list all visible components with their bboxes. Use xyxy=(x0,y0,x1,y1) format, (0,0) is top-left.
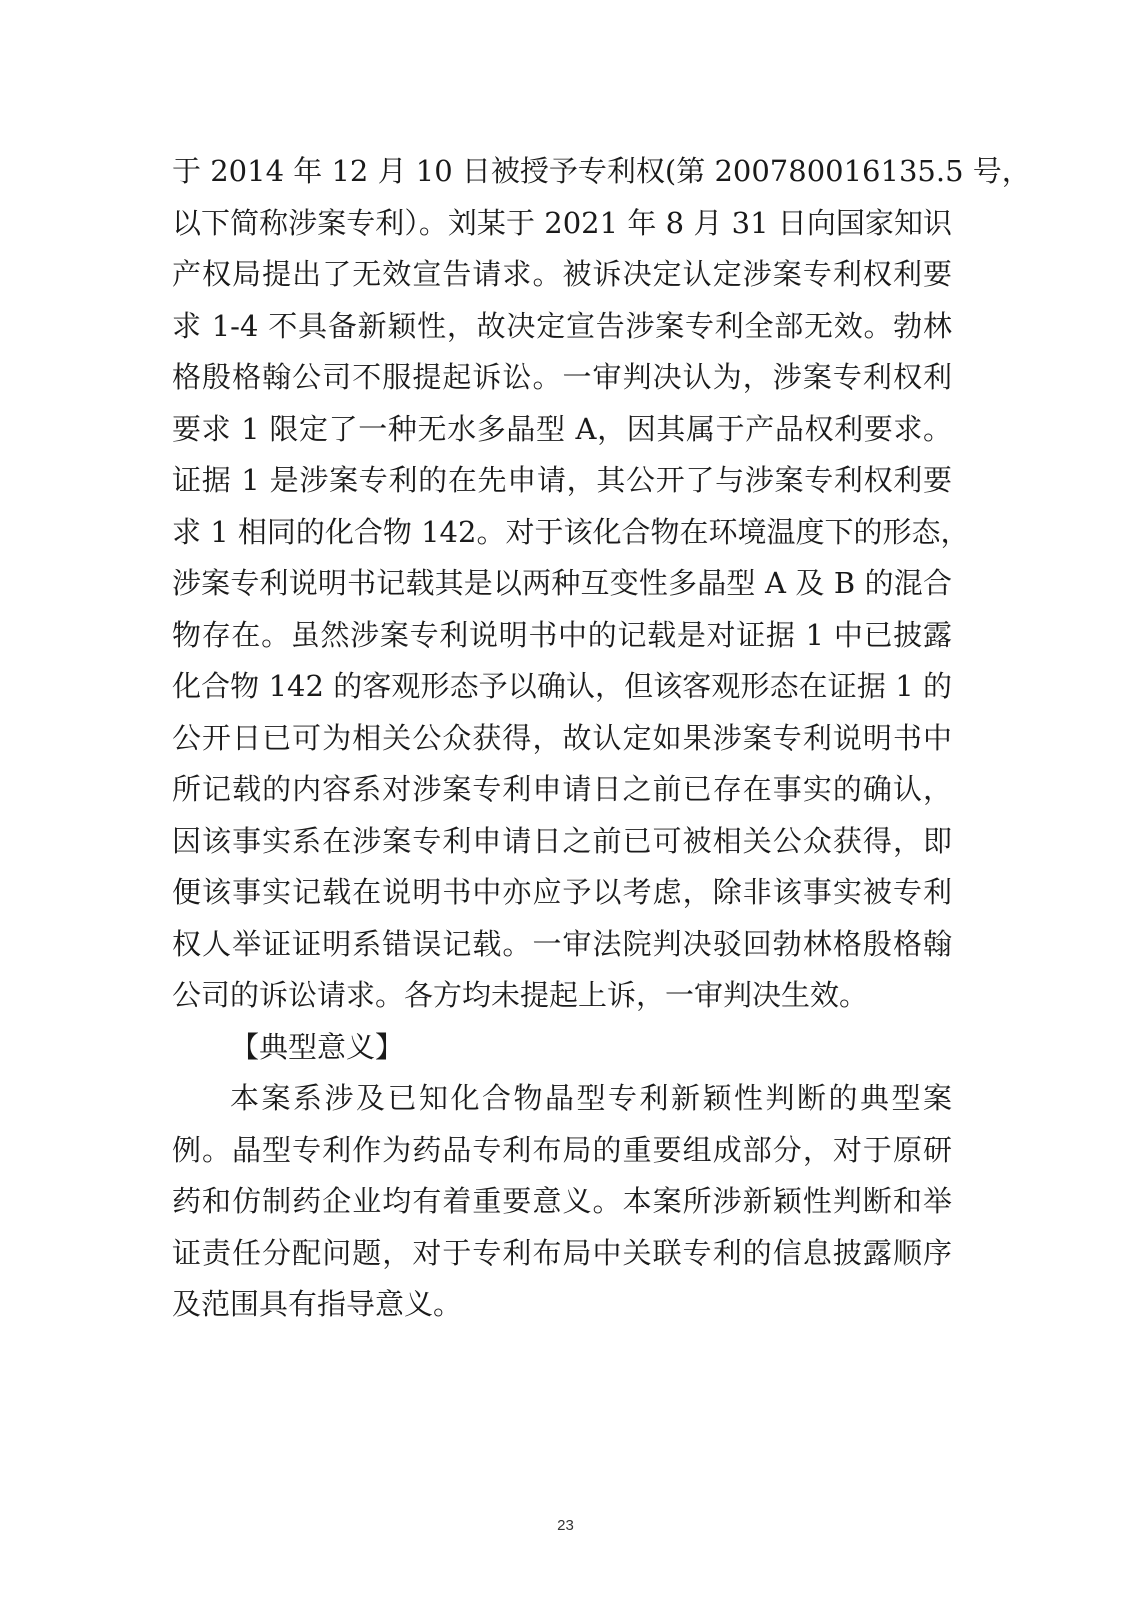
text-line: 要求 1 限定了一种无水多晶型 A，因其属于产品权利要求。 xyxy=(172,411,952,446)
text-line: 例。晶型专利作为药品专利布局的重要组成部分，对于原研 xyxy=(172,1132,952,1167)
text-line: 便该事实记载在说明书中亦应予以考虑，除非该事实被专利 xyxy=(172,875,952,909)
text-line: 证据 1 是涉案专利的在先申请，其公开了与涉案专利权利要 xyxy=(172,463,952,497)
text-line: 公司的诉讼请求。各方均未提起上诉，一审判决生效。 xyxy=(172,978,869,1012)
text-line: 及范围具有指导意义。 xyxy=(172,1287,463,1321)
text-line: 求 1 相同的化合物 142。对于该化合物在环境温度下的形态， xyxy=(172,514,970,549)
text-line: 求 1-4 不具备新颖性，故决定宣告涉案专利全部无效。勃林 xyxy=(172,308,952,343)
section-heading xyxy=(172,1022,952,1074)
text-line: 于 2014 年 12 月 10 日被授予专利权(第 200780016135.5 号， xyxy=(172,154,1031,188)
section-heading-text: 【典型意义】 xyxy=(230,1029,405,1064)
text-line: 格殷格翰公司不服提起诉讼。一审判决认为，涉案专利权利 xyxy=(172,360,952,394)
text-line: 化合物 142 的客观形态予以确认，但该客观形态在证据 1 的 xyxy=(172,669,952,703)
text-line: 所记载的内容系对涉案专利申请日之前已存在事实的确认， xyxy=(172,772,952,806)
text-line: 药和仿制药企业均有着重要意义。本案所涉新颖性判断和举 xyxy=(172,1184,952,1218)
text-line: 以下简称涉案专利）。刘某于 2021 年 8 月 31 日向国家知识 xyxy=(172,205,952,240)
text-line: 因该事实系在涉案专利申请日之前已可被相关公众获得，即 xyxy=(172,823,952,858)
text-line: 物存在。虽然涉案专利说明书中的记载是对证据 1 中已披露 xyxy=(172,617,952,652)
text-line: 证责任分配问题，对于专利布局中关联专利的信息披露顺序 xyxy=(172,1235,952,1270)
case-body-paragraph xyxy=(172,146,1031,1022)
text-line: 涉案专利说明书记载其是以两种互变性多晶型 A 及 B 的混合 xyxy=(172,566,952,600)
significance-paragraph xyxy=(172,1073,952,1331)
text-line: 产权局提出了无效宣告请求。被诉决定认定涉案专利权利要 xyxy=(172,257,952,291)
page-number: 23 xyxy=(557,1517,574,1534)
text-line: 公开日已可为相关公众获得，故认定如果涉案专利说明书中 xyxy=(172,720,952,755)
document-body xyxy=(172,146,1031,1331)
text-line: 本案系涉及已知化合物晶型专利新颖性判断的典型案 xyxy=(230,1081,952,1115)
text-line: 权人举证证明系错误记载。一审法院判决驳回勃林格殷格翰 xyxy=(172,926,952,961)
